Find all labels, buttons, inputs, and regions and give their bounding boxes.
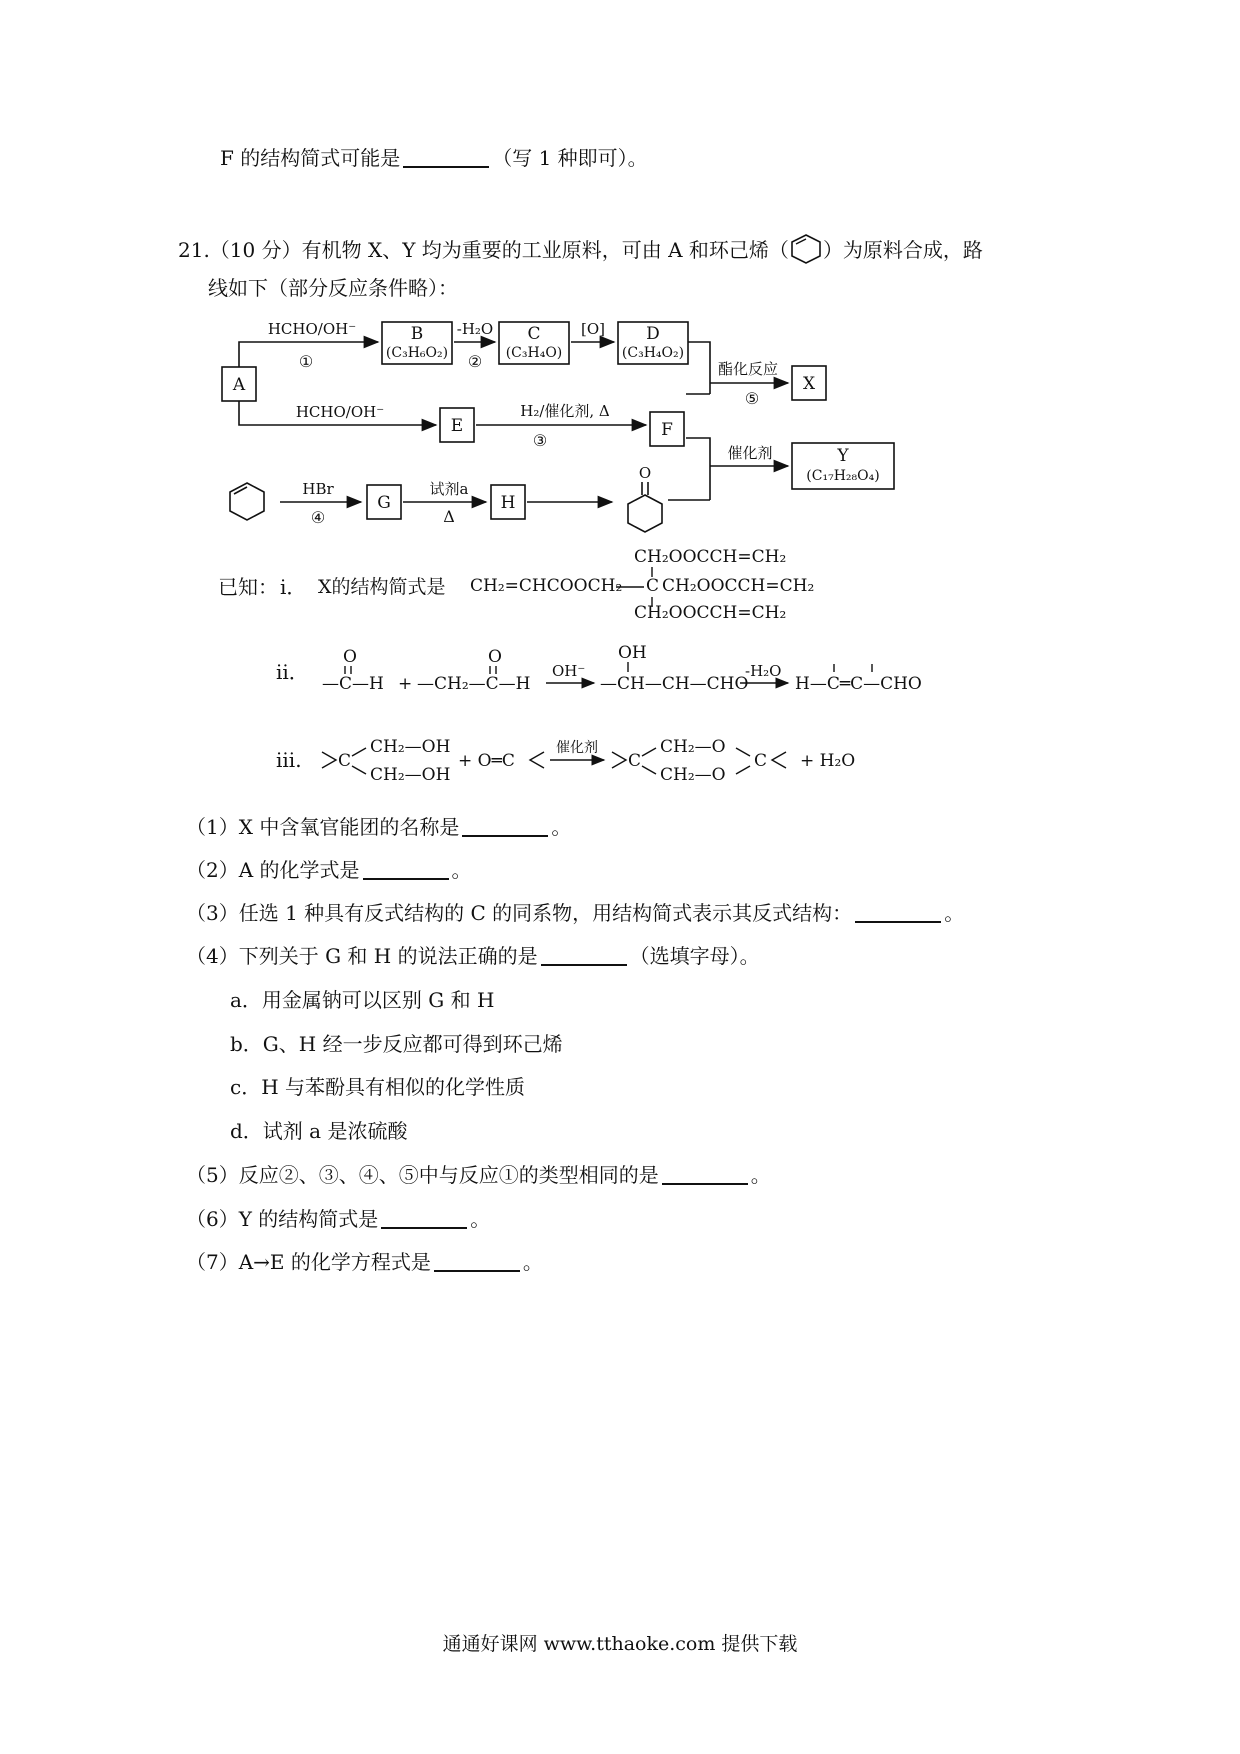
num-r5: ⑤ <box>744 389 760 408</box>
num-r4: ④ <box>310 508 326 527</box>
question-7 <box>186 1252 543 1272</box>
ii-product-oh: OH <box>618 643 647 663</box>
known-i-branch-right: CH₂OOCCH=CH₂ <box>662 576 815 596</box>
ii-reactant2: —CH₂—C—H <box>417 674 531 694</box>
ii-product2: H—C═C—CHO <box>795 674 922 694</box>
option-d: d．试剂 a 是浓硫酸 <box>230 1119 408 1143</box>
answer-blank-6[interactable] <box>381 1209 467 1229</box>
option-c: c．H 与苯酚具有相似的化学性质 <box>230 1075 525 1099</box>
known-ii-num: ii． <box>276 660 309 684</box>
question-4-text: （4）下列关于 G 和 H 的说法正确的是 <box>186 944 538 968</box>
iii-c2: C <box>628 751 642 771</box>
ii-reactant1: —C—H <box>322 674 384 694</box>
cond-r1: HCHO/OH⁻ <box>267 320 357 338</box>
known-i-text: X的结构简式是 <box>318 576 446 598</box>
synthesis-scheme <box>0 310 1240 540</box>
ii-plus: + <box>398 674 413 694</box>
ii-oh-cond: OH⁻ <box>552 662 586 680</box>
cond-r3: H₂/催化剂, Δ <box>520 402 610 420</box>
label-y-formula: (C₁₇H₂₈O₄) <box>806 468 880 484</box>
question-1 <box>186 817 571 837</box>
question-5-end: 。 <box>750 1163 771 1187</box>
cond-r5: 酯化反应 <box>717 360 779 378</box>
ii-h2o-cond: -H₂O <box>745 662 782 680</box>
answer-blank[interactable] <box>403 148 489 168</box>
known-title: 已知： <box>218 575 278 599</box>
label-b: B <box>410 324 424 344</box>
iii-ch2o-bottom: CH₂—O <box>660 765 726 785</box>
question-2-text: （2）A 的化学式是 <box>186 858 360 882</box>
num-r3: ③ <box>532 431 548 450</box>
label-x: X <box>802 374 816 394</box>
question-7-text: （7）A→E 的化学方程式是 <box>186 1250 431 1274</box>
question-5 <box>186 1165 771 1185</box>
known-ii-scheme <box>0 640 1240 720</box>
prev-question-text: F 的结构简式可能是 <box>220 146 401 170</box>
cyclohexanone-structure <box>628 495 662 532</box>
iii-c3: C <box>754 751 768 771</box>
label-c-formula: (C₃H₄O) <box>505 345 563 361</box>
question-4 <box>186 946 760 966</box>
iii-c1: C <box>338 751 352 771</box>
question-3-end: 。 <box>944 901 965 925</box>
cond-heat: Δ <box>443 507 455 526</box>
ketone-oxygen: O <box>638 464 652 482</box>
answer-blank-4[interactable] <box>541 946 627 966</box>
cond-r3a: HCHO/OH⁻ <box>295 403 385 421</box>
known-i-left: CH₂=CHCOOCH₂ <box>470 576 623 596</box>
label-d: D <box>646 324 660 344</box>
prev-question-line <box>220 148 648 168</box>
page-footer: 通通好课网 www.tthaoke.com 提供下载 <box>442 1633 798 1655</box>
question-2-end: 。 <box>451 858 472 882</box>
ii-o2: O <box>488 647 502 667</box>
option-b: b．G、H 经一步反应都可得到环己烯 <box>230 1032 563 1056</box>
num-r2: ② <box>467 352 483 371</box>
label-f: F <box>661 420 673 440</box>
known-iii-num: iii. <box>276 748 302 772</box>
num-r1: ① <box>298 352 314 371</box>
cond-r4: HBr <box>302 480 334 498</box>
question-6 <box>186 1209 490 1229</box>
question-6-end: 。 <box>470 1207 491 1231</box>
question-1-text: （1）X 中含氧官能团的名称是 <box>186 815 460 839</box>
label-b-formula: (C₃H₆O₂) <box>385 345 449 361</box>
answer-blank-1[interactable] <box>462 817 548 837</box>
question-4-end: （选填字母）。 <box>629 944 760 968</box>
known-i-branch-top: CH₂OOCCH=CH₂ <box>634 547 787 567</box>
cyclohexene-structure <box>230 483 264 520</box>
iii-plus-water: + H₂O <box>800 751 856 771</box>
iii-ch2o-top: CH₂—O <box>660 737 726 757</box>
cond-r2: -H₂O <box>456 320 494 338</box>
prev-question-suffix: （写 1 种即可）。 <box>492 146 648 170</box>
answer-blank-2[interactable] <box>363 860 449 880</box>
label-h: H <box>500 493 516 513</box>
answer-blank-5[interactable] <box>662 1165 748 1185</box>
question-3 <box>186 903 964 923</box>
intro-part1: 21.（10 分）有机物 X、Y 均为重要的工业原料，可由 A 和环己烯（ <box>178 238 789 262</box>
intro-part2: ）为原料合成，路 <box>822 238 983 262</box>
known-i-num: i． <box>280 575 307 599</box>
question-21-intro-line2: 线如下（部分反应条件略）： <box>208 276 458 300</box>
known-i-bonds <box>0 545 1240 625</box>
iii-plus-carbonyl: + O═C <box>458 751 515 771</box>
known-iii-scheme <box>0 732 1240 802</box>
known-i-center: C <box>646 576 660 596</box>
label-y: Y <box>837 446 849 466</box>
iii-ch2oh-top: CH₂—OH <box>370 737 451 757</box>
cond-ox: [O] <box>580 320 606 338</box>
question-7-end: 。 <box>522 1250 543 1274</box>
iii-ch2oh-bottom: CH₂—OH <box>370 765 451 785</box>
question-3-text: （3）任选 1 种具有反式结构的 C 的同系物，用结构简式表示其反式结构： <box>186 901 853 925</box>
label-c: C <box>527 324 541 344</box>
question-6-text: （6）Y 的结构简式是 <box>186 1207 379 1231</box>
question-1-end: 。 <box>551 815 572 839</box>
ii-o1: O <box>343 647 357 667</box>
answer-blank-3[interactable] <box>855 903 941 923</box>
question-5-text: （5）反应②、③、④、⑤中与反应①的类型相同的是 <box>186 1163 659 1187</box>
question-21-intro <box>178 233 983 265</box>
known-i-branch-bottom: CH₂OOCCH=CH₂ <box>634 603 787 623</box>
question-2 <box>186 860 472 880</box>
label-e: E <box>450 416 464 436</box>
cyclohexene-icon <box>789 233 823 265</box>
cond-reagent-a: 试剂a <box>429 480 469 498</box>
ii-product1: —CH—CH—CHO <box>600 674 749 694</box>
option-a: a．用金属钠可以区别 G 和 H <box>230 988 495 1012</box>
answer-blank-7[interactable] <box>434 1252 520 1272</box>
label-d-formula: (C₃H₄O₂) <box>621 345 685 361</box>
cond-catalyst: 催化剂 <box>727 444 773 462</box>
label-g: G <box>377 493 391 513</box>
iii-catalyst: 催化剂 <box>556 740 598 756</box>
label-a: A <box>232 375 246 395</box>
